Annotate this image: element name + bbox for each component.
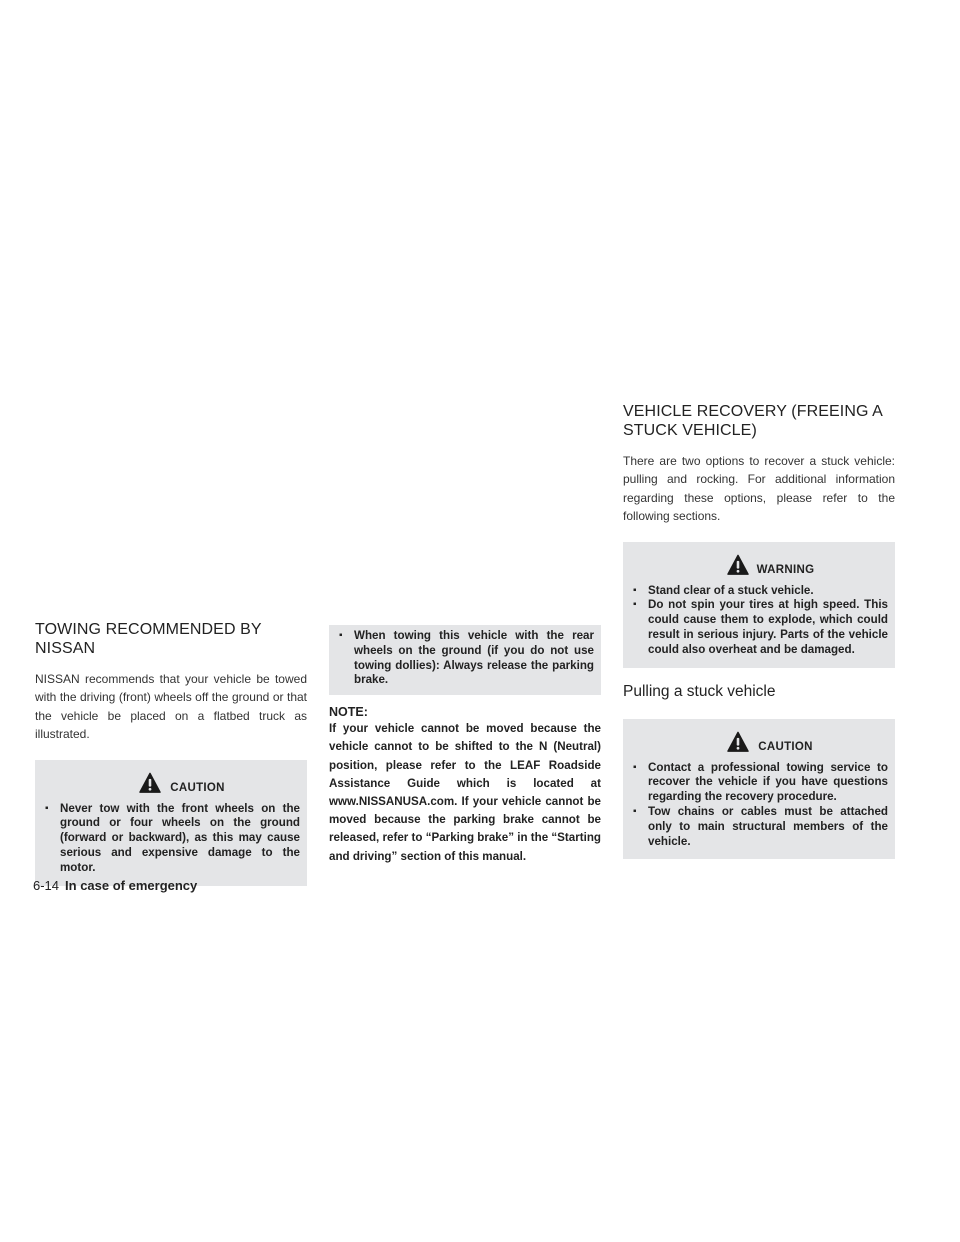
towing-caution-header bbox=[43, 772, 300, 798]
recovery-caution-header bbox=[631, 731, 888, 757]
towing-column-middle bbox=[329, 625, 601, 866]
list-item: ▪ When towing this vehicle with the rear wheels on the ground (if you do not use towing dollies): Always release the parking brake. bbox=[337, 629, 594, 688]
towing-caution-box-continued bbox=[329, 625, 601, 695]
warning-triangle-icon bbox=[727, 554, 749, 576]
warning-triangle-icon bbox=[139, 772, 161, 794]
recovery-warning-title: WARNING bbox=[756, 563, 815, 576]
recovery-warning-header bbox=[631, 554, 888, 580]
recovery-heading: VEHICLE RECOVERY (FREEING A STUCK VEHICLE) bbox=[623, 403, 883, 439]
page-footer bbox=[33, 878, 197, 893]
towing-caution-list-continued bbox=[337, 629, 594, 688]
page-number: 6-14 bbox=[33, 878, 60, 893]
recovery-intro: There are two options to recover a stuck vehicle: pulling and rocking. For additional information regarding these options, please refer to the following sections. bbox=[623, 454, 895, 524]
towing-caution-title: CAUTION bbox=[170, 781, 225, 794]
recovery-caution-title: CAUTION bbox=[758, 740, 813, 753]
list-item: ▪ Stand clear of a stuck vehicle. bbox=[631, 584, 888, 599]
warning-triangle-icon bbox=[727, 731, 749, 753]
list-item: ▪ Contact a professional towing service to recover the vehicle if you have questions regarding the recovery procedure. bbox=[631, 761, 888, 805]
list-item: ▪ Tow chains or cables must be attached only to main structural members of the vehicle. bbox=[631, 805, 888, 849]
recovery-warning-box bbox=[623, 542, 895, 668]
towing-caution-list bbox=[43, 802, 300, 876]
recovery-caution-list bbox=[631, 761, 888, 850]
recovery-warning-list bbox=[631, 584, 888, 658]
towing-heading: TOWING RECOMMENDED BY NISSAN bbox=[35, 621, 262, 657]
section-title: In case of emergency bbox=[65, 878, 198, 893]
towing-column-left bbox=[35, 620, 307, 886]
recovery-column-right bbox=[623, 402, 895, 859]
note-body: If your vehicle cannot be moved because the vehicle cannot to be shifted to the N (Neutral) position, please refer to the LEAF Roadside Assistance Guide which is located at www.NISSANUSA.com. If your vehicle cannot be moved because the parking brake cannot be released, refer to “Parking brake” in the “Starting and driving” section of this manual. bbox=[329, 722, 601, 863]
recovery-caution-box bbox=[623, 719, 895, 860]
pulling-subheading: Pulling a stuck vehicle bbox=[623, 682, 776, 700]
towing-intro: NISSAN recommends that your vehicle be towed with the driving (front) wheels off the ground or that the vehicle be placed on a flatbed truck as illustrated. bbox=[35, 672, 307, 742]
list-item: ▪ Never tow with the front wheels on the ground or four wheels on the ground (forward or backward), as this may cause serious and expensive damage to the motor. bbox=[43, 802, 300, 876]
note-title: NOTE: bbox=[329, 705, 368, 720]
list-item: ▪ Do not spin your tires at high speed. This could cause them to explode, which could result in serious injury. Parts of the vehicle could also overheat and be damaged. bbox=[631, 598, 888, 657]
towing-caution-box bbox=[35, 760, 307, 886]
